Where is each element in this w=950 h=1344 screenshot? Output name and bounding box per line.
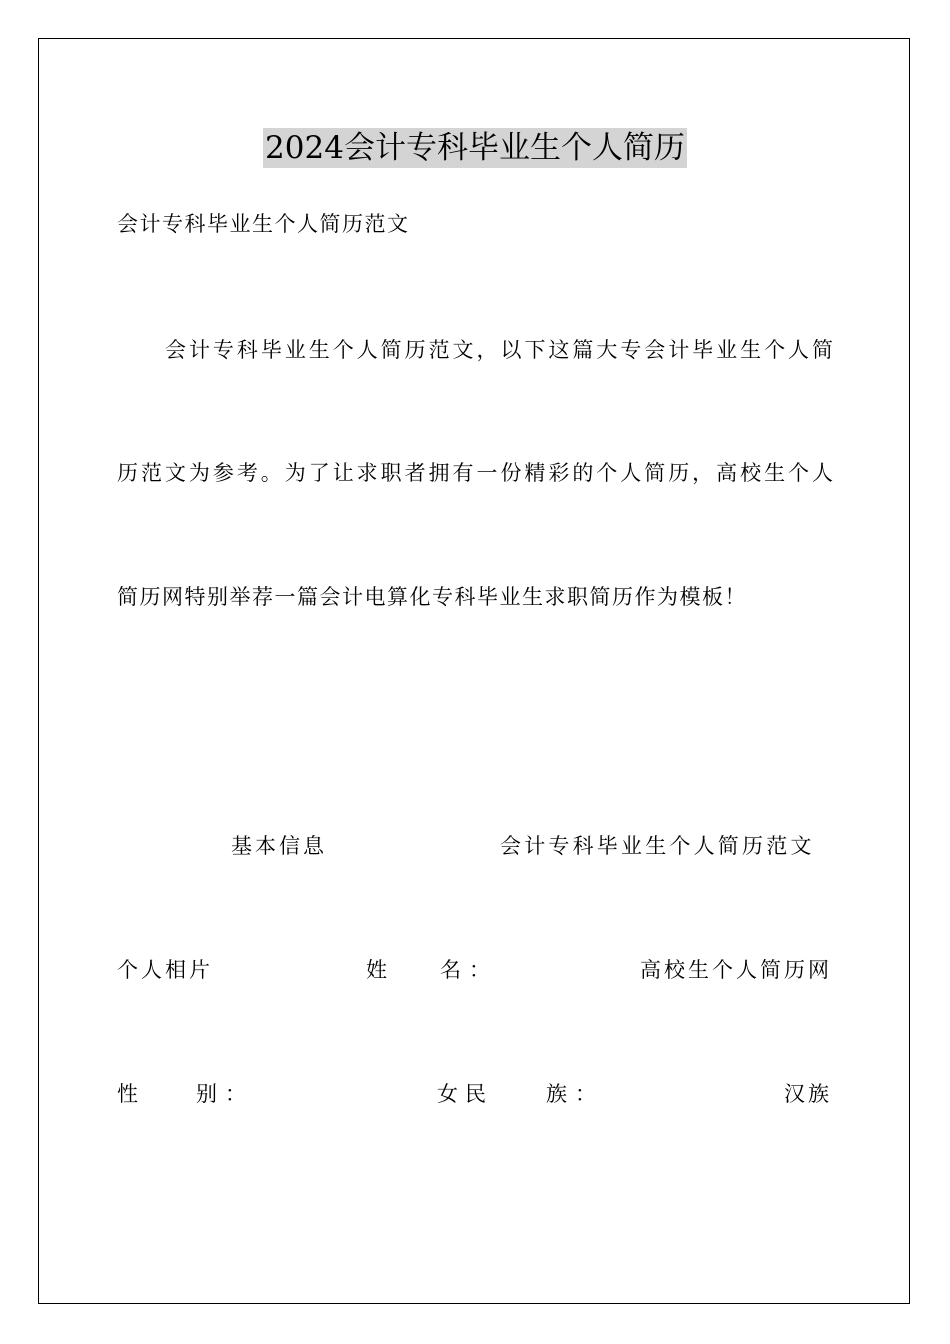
ethnicity-label-part2: 族：: [546, 1082, 604, 1106]
document-title: 2024会计专科毕业生个人简历: [265, 130, 685, 166]
paragraph-line-3: 简历网特别举荐一篇会计电算化专科毕业生求职简历作为模板！: [117, 585, 747, 609]
photo-label: 个人相片: [117, 958, 213, 982]
ethnicity-value: 汉族: [784, 1082, 832, 1106]
basic-info-label: 基本信息: [231, 834, 327, 858]
paragraph-line-2: 历范文为参考。为了让求职者拥有一份精彩的个人简历，高校生个人: [117, 461, 833, 485]
name-value: 高校生个人简历网: [640, 958, 832, 982]
gender-value: 女: [437, 1082, 458, 1106]
name-label-part2: 名：: [440, 958, 498, 982]
gender-label-part1: 性: [117, 1082, 138, 1106]
gender-label-part2: 别：: [196, 1082, 254, 1106]
title-container: [0, 128, 950, 168]
basic-info-value: 会计专科毕业生个人简历范文: [500, 834, 815, 858]
ethnicity-label-part1: 民: [465, 1082, 486, 1106]
name-label-part1: 姓: [366, 958, 387, 982]
document-subtitle: 会计专科毕业生个人简历范文: [117, 212, 410, 236]
paragraph-line-1: 会计专科毕业生个人简历范文，以下这篇大专会计毕业生个人简: [165, 338, 833, 362]
